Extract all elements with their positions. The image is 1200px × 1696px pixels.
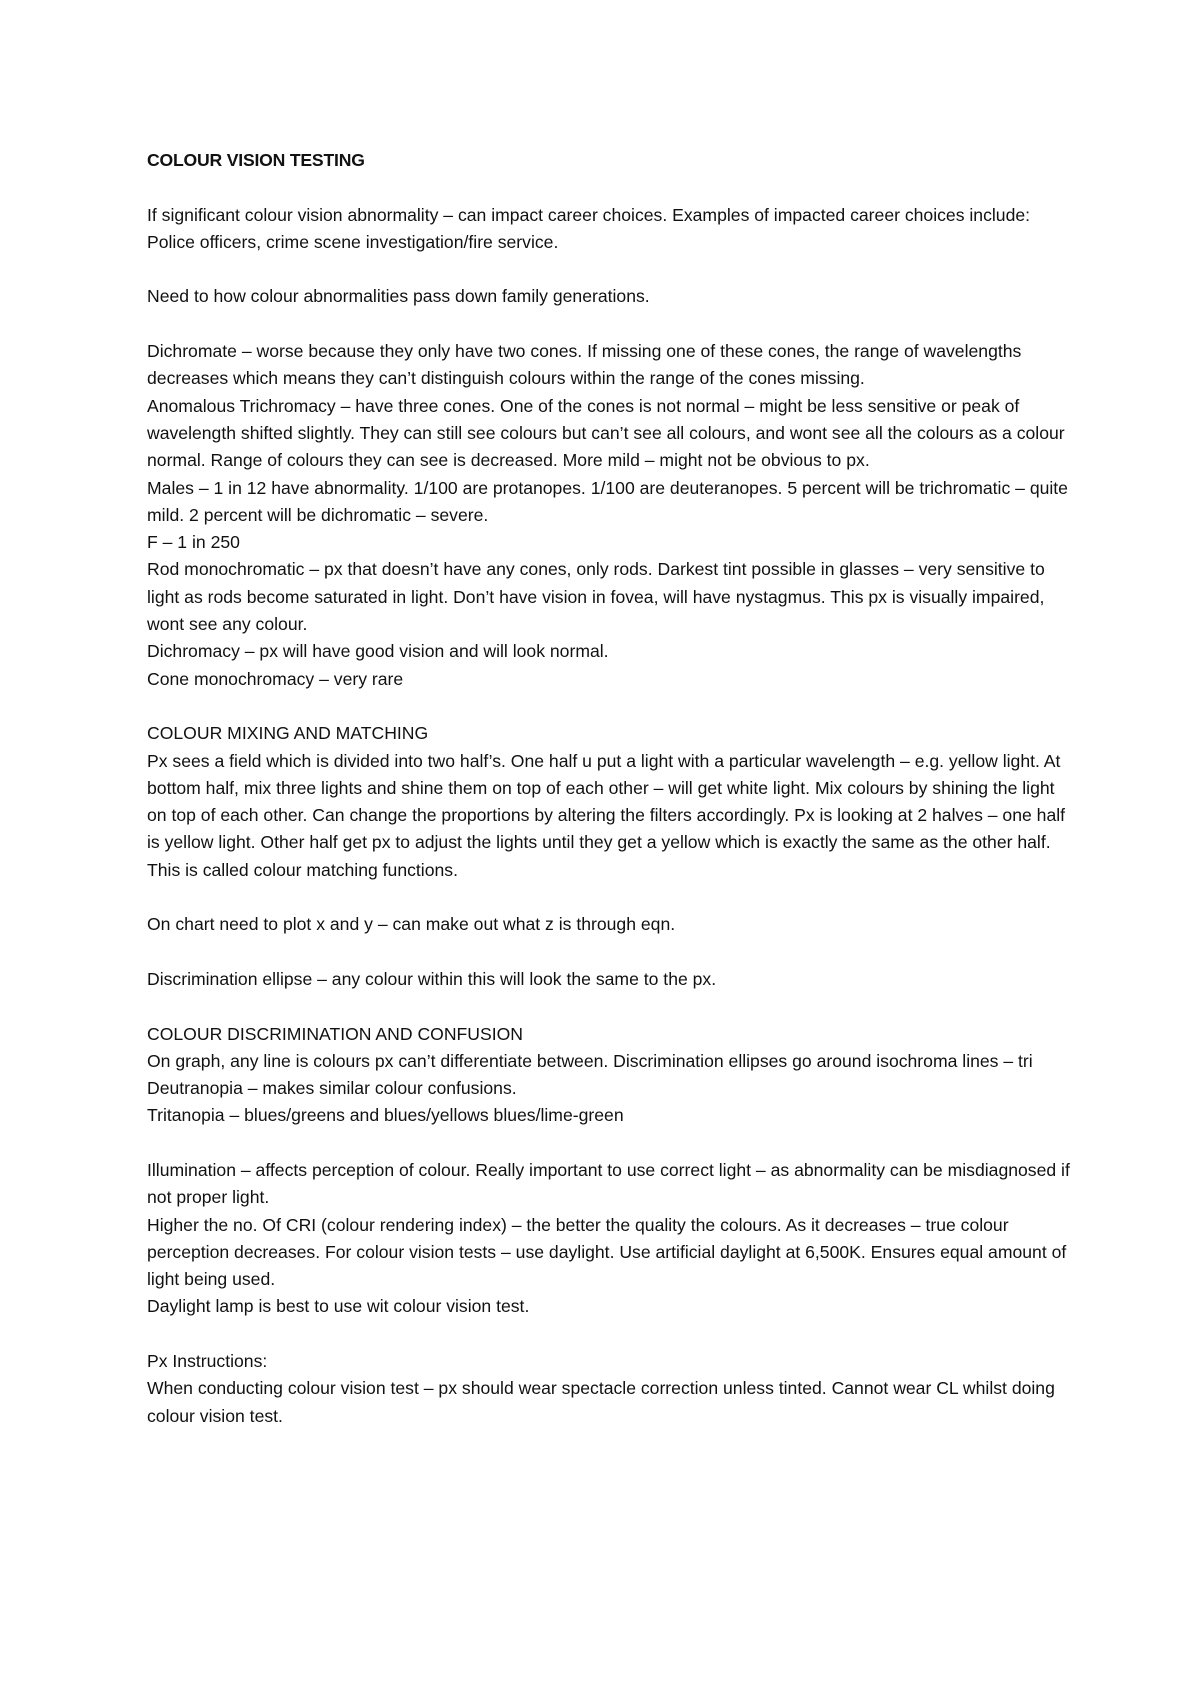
- spacer: [147, 256, 1072, 283]
- spacer: [147, 884, 1072, 911]
- paragraph-females-prevalence: F – 1 in 250: [147, 532, 240, 553]
- paragraph-graph-lines: On graph, any line is colours px can’t differentiate between. Discrimination ellipses go around isochroma lines – tri: [147, 1050, 1033, 1071]
- spacer: [147, 693, 1072, 720]
- paragraph-cone-monochromacy: Cone monochromacy – very rare: [147, 668, 404, 689]
- paragraph-males-prevalence: Males – 1 in 12 have abnormality. 1/100 are protanopes. 1/100 are deuteranopes. 5 percent will be trichromatic – quite mild. 2 percent will be dichromatic – severe.: [147, 477, 1068, 525]
- spacer: [147, 993, 1072, 1020]
- document-page: [147, 147, 1072, 1430]
- paragraph-deutranopia: Deutranopia – makes similar colour confusions.: [147, 1078, 517, 1099]
- paragraph-spectacle-correction: When conducting colour vision test – px should wear spectacle correction unless tinted. Cannot wear CL whilst doing colour vision test.: [147, 1378, 1055, 1426]
- paragraph-rod-monochromatic: Rod monochromatic – px that doesn’t have any cones, only rods. Darkest tint possible in glasses – very sensitive to light as rods become saturated in light. Don’t have vision in fovea, will have nystagmus. This px is visually impaired, wont see any colour.: [147, 559, 1045, 635]
- page-title: COLOUR VISION TESTING: [147, 150, 365, 170]
- paragraph-anomalous-trichromacy: Anomalous Trichromacy – have three cones. One of the cones is not normal – might be less sensitive or peak of wavelength shifted slightly. They can still see colours but can’t see all colours, and wont see all the colours as a colour normal. Range of colours they can see is decreased. More mild – might not be obvious to px.: [147, 395, 1065, 471]
- spacer: [147, 311, 1072, 338]
- paragraph-career-impact: If significant colour vision abnormality – can impact career choices. Examples of impacted career choices include: Police officers, crime scene investigation/fire service.: [147, 204, 1031, 252]
- paragraph-inheritance: Need to how colour abnormalities pass down family generations.: [147, 286, 650, 307]
- spacer: [147, 174, 1072, 201]
- spacer: [147, 1321, 1072, 1348]
- paragraph-tritanopia: Tritanopia – blues/greens and blues/yellows blues/lime-green: [147, 1105, 624, 1126]
- paragraph-colour-matching: Px sees a field which is divided into two half’s. One half u put a light with a particular wavelength – e.g. yellow light. At bottom half, mix three lights and shine them on top of each other – will get white light. Mix colours by shining the light on top of each other. Can change the proportions by altering the filters accordingly. Px is looking at 2 halves – one half is yellow light. Other half get px to adjust the lights until they get a yellow which is exactly the same as the other half. This is called colour matching functions.: [147, 750, 1066, 880]
- spacer: [147, 1130, 1072, 1157]
- paragraph-dichromate: Dichromate – worse because they only have two cones. If missing one of these cones, the range of wavelengths decreases which means they can’t distinguish colours within the range of the cones missing.: [147, 341, 1022, 389]
- spacer: [147, 939, 1072, 966]
- paragraph-daylight-lamp: Daylight lamp is best to use wit colour vision test.: [147, 1296, 530, 1317]
- paragraph-illumination: Illumination – affects perception of colour. Really important to use correct light – as abnormality can be misdiagnosed if not proper light.: [147, 1159, 1070, 1208]
- heading-colour-mixing: COLOUR MIXING AND MATCHING: [147, 723, 429, 744]
- paragraph-chart-plot: On chart need to plot x and y – can make out what z is through eqn.: [147, 914, 676, 935]
- paragraph-discrimination-ellipse: Discrimination ellipse – any colour within this will look the same to the px.: [147, 968, 717, 989]
- paragraph-dichromacy: Dichromacy – px will have good vision and will look normal.: [147, 641, 609, 662]
- heading-colour-discrimination: COLOUR DISCRIMINATION AND CONFUSION: [147, 1023, 524, 1044]
- heading-px-instructions: Px Instructions:: [147, 1351, 268, 1372]
- paragraph-cri: Higher the no. Of CRI (colour rendering index) – the better the quality the colours. As it decreases – true colour perception decreases. For colour vision tests – use daylight. Use artificial daylight at 6,500K. Ensures equal amount of light being used.: [147, 1214, 1067, 1290]
